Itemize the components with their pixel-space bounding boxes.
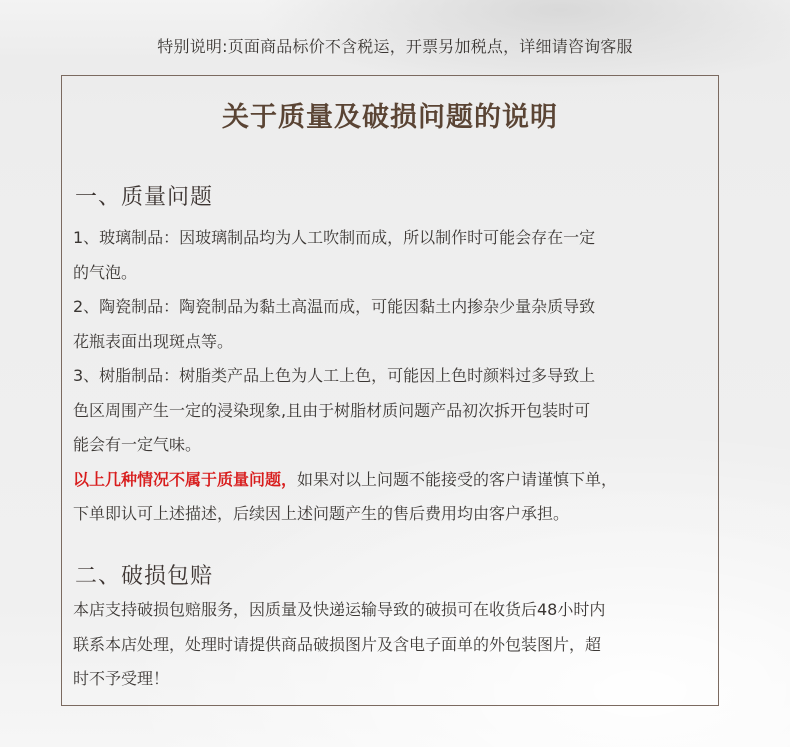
resin-item-line-1: 3、树脂制品：树脂类产品上色为人工上色，可能因上色时颜料过多导致上 [73, 366, 596, 385]
glass-item-line-1: 1、玻璃制品：因玻璃制品均为人工吹制而成，所以制作时可能会存在一定 [73, 228, 596, 247]
disclaimer-line-1 [73, 463, 713, 498]
damage-line-1: 本店支持破损包赔服务，因质量及快递运输导致的破损可在收货后48小时内 [73, 600, 606, 619]
disclaimer-line-2: 下单即认可上述描述，后续因上述问题产生的售后费用均由客户承担。 [73, 504, 570, 523]
top-special-note: 特别说明:页面商品标价不含税运，开票另加税点，详细请咨询客服 [157, 37, 633, 56]
damage-line-3: 时不予受理！ [73, 669, 170, 688]
ceramic-item-line-2: 花瓶表面出现斑点等。 [73, 331, 234, 351]
damage-section-body [73, 593, 713, 697]
resin-item-line-2: 色区周围产生一定的浸染现象,且由于树脂材质问题产品初次拆开包装时可 [73, 400, 591, 420]
resin-item-line-3: 能会有一定气味。 [73, 435, 202, 454]
damage-section-heading: 二、破损包赔 [75, 564, 214, 589]
document-title: 关于质量及破损问题的说明 [222, 102, 558, 133]
quality-section-heading: 一、质量问题 [75, 185, 214, 210]
ceramic-item-line-1: 2、陶瓷制品：陶瓷制品为黏土高温而成，可能因黏土内掺杂少量杂质导致 [73, 297, 596, 316]
notice-panel [61, 75, 719, 706]
quality-section-body [73, 221, 713, 532]
disclaimer-line-1-rest: 如果对以上问题不能接受的客户请谨慎下单， [297, 469, 618, 489]
disclaimer-emphasis: 以上几种情况不属于质量问题， [73, 469, 298, 489]
damage-line-2: 联系本店处理，处理时请提供商品破损图片及含电子面单的外包装图片，超 [73, 634, 602, 654]
glass-item-line-2: 的气泡。 [73, 262, 138, 282]
